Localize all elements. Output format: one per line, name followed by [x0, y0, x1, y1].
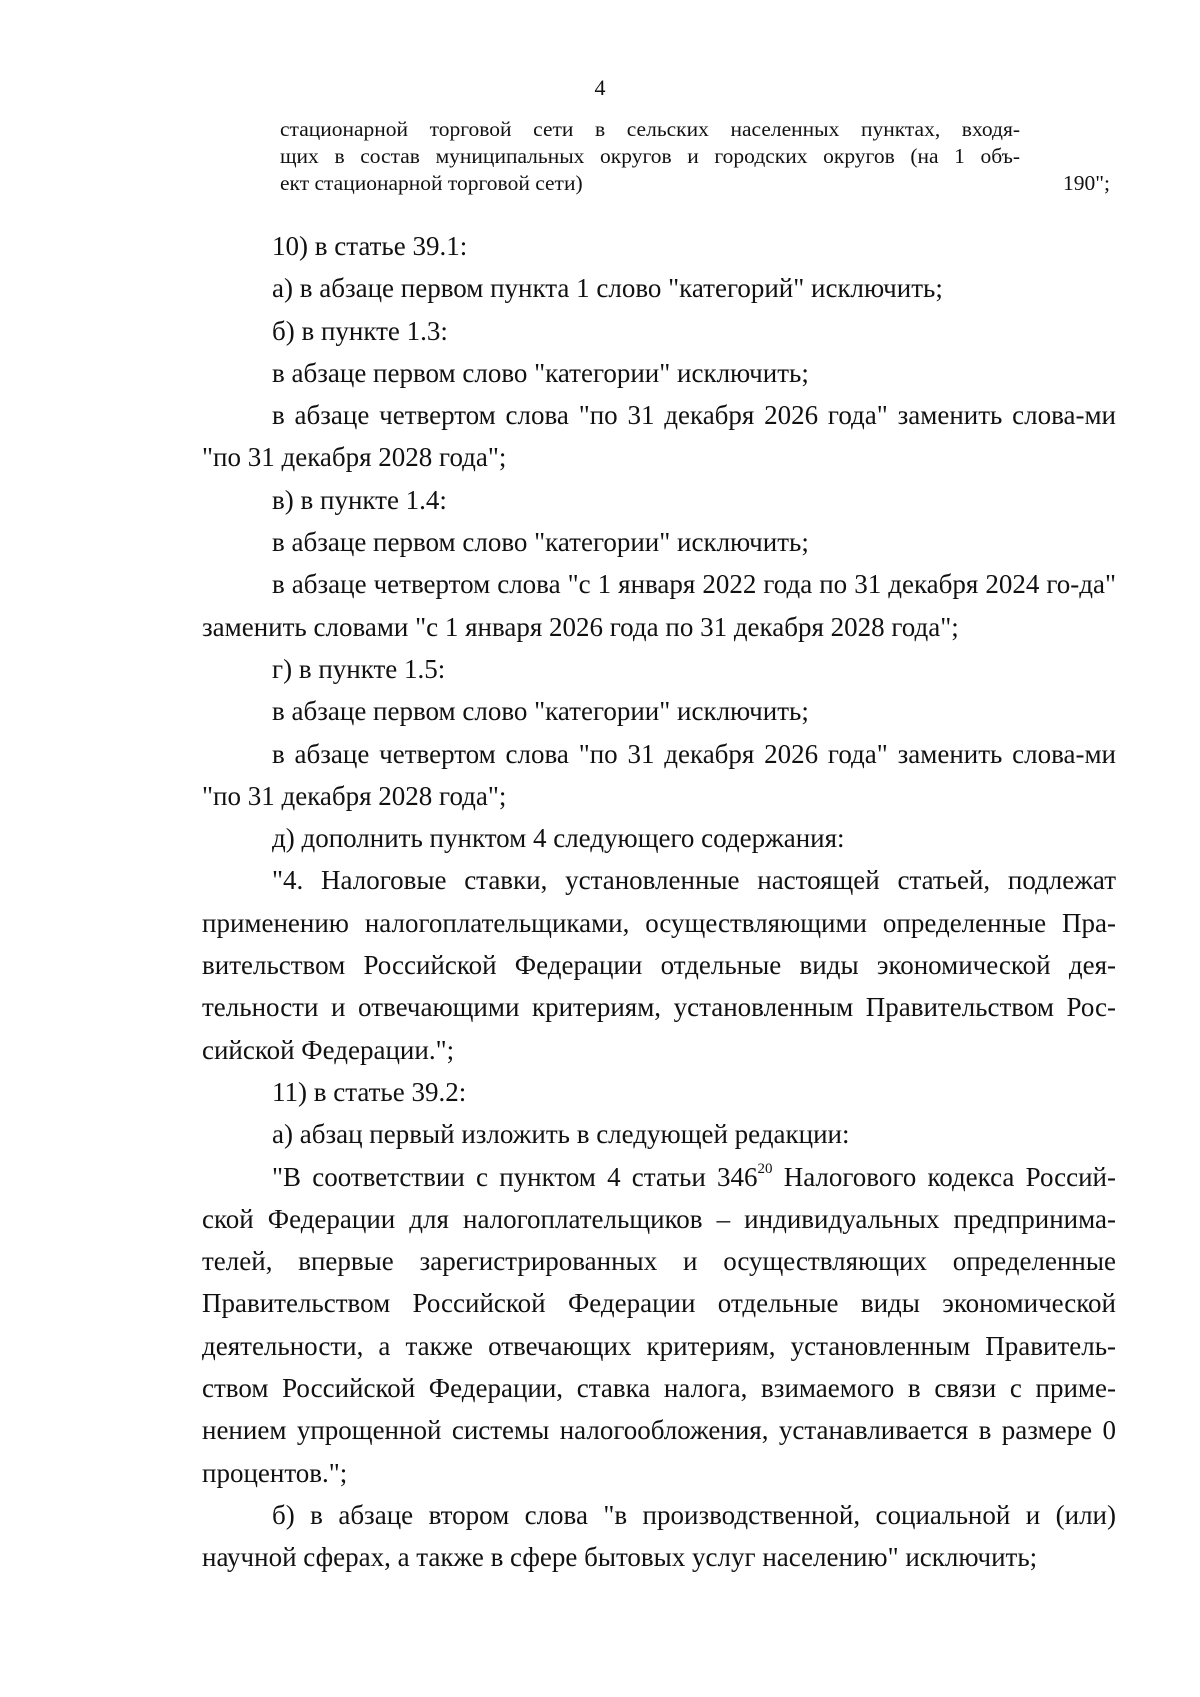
quote-text-start: "В соответствии с пунктом 4 статьи 346: [272, 1161, 758, 1192]
paragraph: в абзаце четвертом слова "по 31 декабря 2026 года" заменить слова-ми "по 31 декабря 2028 года";: [202, 400, 1116, 473]
paragraph: б) в абзаце втором слова "в производственной, социальной и (или) научной сферах, а также в сфере бытовых услуг населению" исключить;: [202, 1499, 1116, 1573]
table-line: щих в состав муниципальных округов и городских округов (на 1 объ-: [280, 144, 1020, 168]
paragraph: в абзаце первом слово "категории" исключить;: [272, 357, 809, 388]
paragraph: д) дополнить пунктом 4 следующего содержания:: [272, 823, 845, 854]
paragraph: в абзаце четвертом слова "с 1 января 2022 года по 31 декабря 2024 го-да" заменить словами "с 1 января 2026 года по 31 декабря 2028 года";: [202, 569, 1116, 642]
table-fragment: [280, 116, 1110, 197]
page-number: 4: [594, 75, 606, 100]
paragraph: в абзаце первом слово "категории" исключить;: [272, 527, 809, 558]
document-body: [202, 225, 1116, 1579]
quoted-paragraph: [202, 1156, 1116, 1494]
article-superscript: 20: [757, 1160, 773, 1177]
paragraph: "4. Налоговые ставки, установленные настоящей статьей, подлежат применению налогоплательщиками, осуществляющими определенные Пра-вительством Российской Федерации отдельные виды экономической дея-тельности и отвечающими критериям, установленным Правительством Рос-сийской Федерации.";: [202, 865, 1116, 1065]
table-cell-text: [280, 116, 1020, 197]
quote-text-end: Налогового кодекса Россий-ской Федерации для налогоплательщиков – индивидуальных предпринима-телей, впервые зарегистрированных и осуществляющих определенные Правительством Российской Федерации отдельные виды экономической деятельности, а также отвечающих критериям, установленным Правитель-ством Российской Федерации, ставка налога, взимаемого в связи с приме-нением упрощенной системы налогообложения, устанавливается в размере 0 процентов.";: [202, 1161, 1116, 1488]
paragraph: б) в пункте 1.3:: [272, 315, 448, 346]
table-line: стационарной торговой сети в сельских населенных пунктах, входя-: [280, 117, 1020, 141]
paragraph: в абзаце первом слово "категории" исключить;: [272, 696, 809, 727]
paragraph: г) в пункте 1.5:: [272, 653, 446, 684]
paragraph: а) абзац первый изложить в следующей редакции:: [272, 1119, 850, 1150]
table-cell-value: 190";: [1063, 171, 1110, 195]
paragraph: в абзаце четвертом слова "по 31 декабря 2026 года" заменить слова-ми "по 31 декабря 2028 года";: [202, 738, 1116, 811]
paragraph: 10) в статье 39.1:: [272, 231, 468, 261]
paragraph: 11) в статье 39.2:: [272, 1076, 467, 1107]
table-line: ект стационарной торговой сети): [280, 171, 583, 195]
paragraph: а) в абзаце первом пункта 1 слово "категорий" исключить;: [272, 273, 943, 304]
paragraph: в) в пункте 1.4:: [272, 484, 447, 515]
